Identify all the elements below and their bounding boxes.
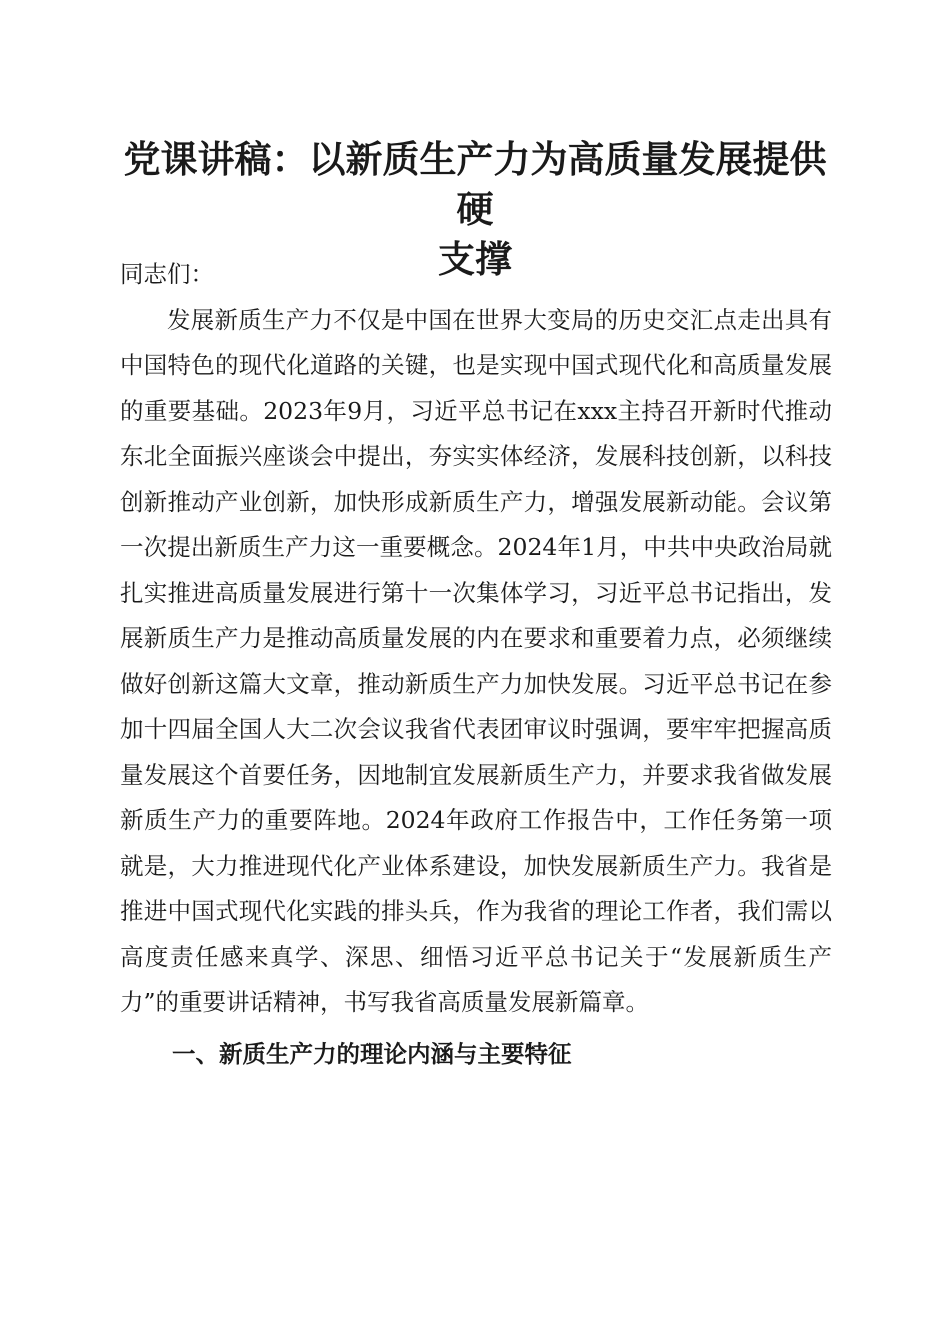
- title-line-1: 党课讲稿：以新质生产力为高质量发展提供硬: [123, 137, 827, 231]
- section-heading: 一、新质生产力的理论内涵与主要特征: [172, 1039, 572, 1068]
- title-line-2: 支撑: [438, 237, 512, 281]
- intro-paragraph: 发展新质生产力不仅是中国在世界大变局的历史交汇点走出具有中国特色的现代化道路的关键，也是实现中国式现代化和高质量发展的重要基础。2023年9月，习近平总书记在xxx主持召开新时代推动东北全面振兴座谈会中提出，夯实实体经济，发展科技创新，以科技创新推动产业创新，加快形成新质生产力，增强发展新动能。会议第一次提出新质生产力这一重要概念。2024年1月，中共中央政治局就扎实推进高质量发展进行第十一次集体学习，习近平总书记指出，发展新质生产力是推动高质量发展的内在要求和重要着力点，必须继续做好创新这篇大文章，推动新质生产力加快发展。习近平总书记在参加十四届全国人大二次会议我省代表团审议时强调，要牢牢把握高质量发展这个首要任务，因地制宜发展新质生产力，并要求我省做发展新质生产力的重要阵地。2024年政府工作报告中，工作任务第一项就是，大力推进现代化产业体系建设，加快发展新质生产力。我省是推进中国式现代化实践的排头兵，作为我省的理论工作者，我们需以高度责任感来真学、深思、细悟习近平总书记关于“发展新质生产力”的重要讲话精神，书写我省高质量发展新篇章。: [120, 305, 832, 1016]
- document-body: [120, 252, 832, 1077]
- salutation: 同志们：: [120, 260, 214, 288]
